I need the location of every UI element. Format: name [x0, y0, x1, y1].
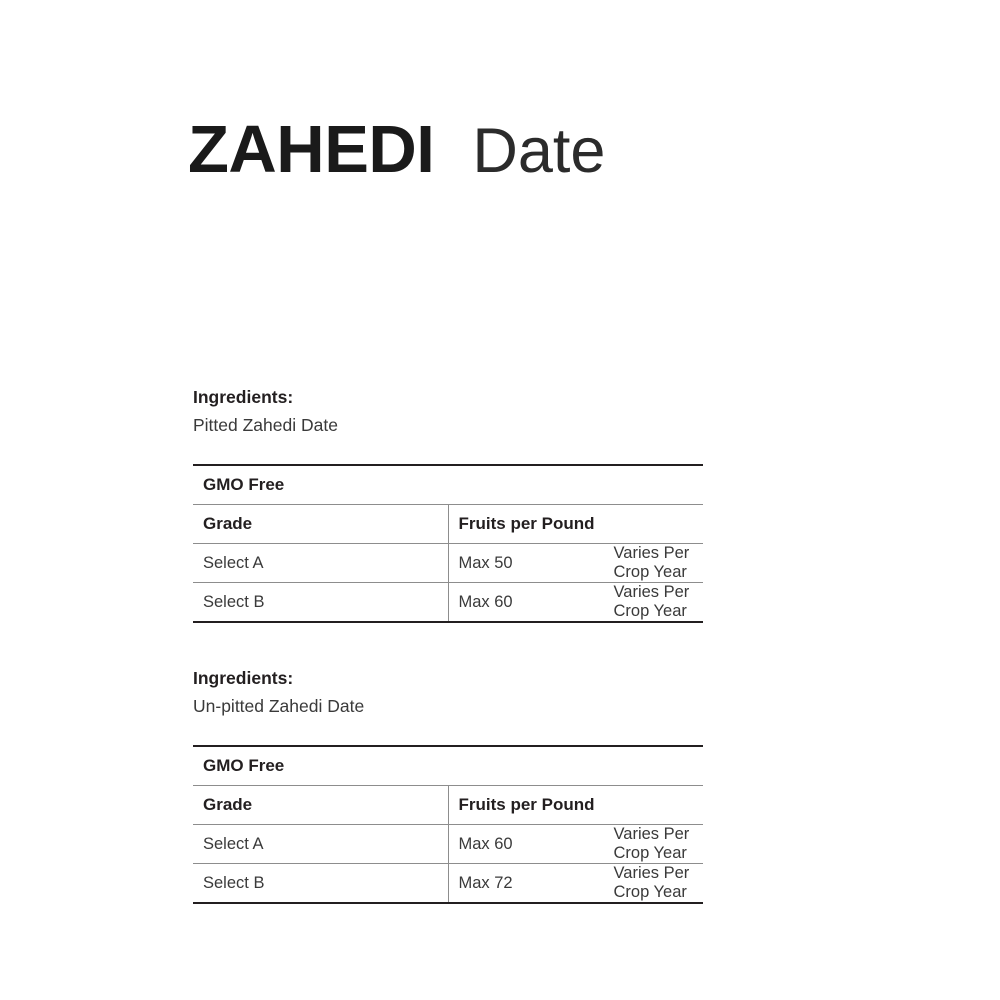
ingredients-value: Pitted Zahedi Date: [193, 414, 338, 435]
cell-fruits-inner: [459, 544, 704, 582]
cell-fruits-note: Varies Per Crop Year: [613, 825, 690, 863]
page-title-primary: ZAHEDI: [188, 112, 435, 187]
cell-fruits-note: Varies Per Crop Year: [613, 544, 690, 582]
ingredients-label: Ingredients:: [193, 387, 294, 407]
ingredients-label: Ingredients:: [193, 668, 294, 688]
column-header-grade: Grade: [193, 786, 448, 825]
cell-fruits: [448, 583, 703, 623]
cell-fruits-value: Max 72: [458, 873, 513, 892]
cell-fruits-value: Max 60: [458, 834, 513, 853]
table-row-gmo: [193, 465, 703, 505]
page-title: [188, 112, 606, 187]
cell-fruits: [448, 864, 703, 904]
cell-fruits-inner: [459, 864, 704, 902]
cell-grade: Select A: [193, 544, 448, 583]
cell-grade: Select A: [193, 825, 448, 864]
column-header-fruits: Fruits per Pound: [448, 786, 703, 825]
spec-table: [193, 745, 703, 904]
cell-fruits-value: Max 60: [458, 592, 513, 611]
spec-table: [193, 464, 703, 623]
column-header-grade: Grade: [193, 505, 448, 544]
cell-fruits-inner: [459, 825, 704, 863]
cell-grade: Select B: [193, 583, 448, 623]
cell-fruits-note: Varies Per Crop Year: [613, 864, 690, 902]
cell-fruits: [448, 825, 703, 864]
table-row: [193, 864, 703, 904]
table-row: [193, 583, 703, 623]
table-row: [193, 544, 703, 583]
gmo-label: GMO Free: [193, 465, 703, 505]
cell-fruits: [448, 544, 703, 583]
table-header-row: [193, 505, 703, 544]
spec-section-unpitted: [193, 667, 703, 904]
table-row: [193, 825, 703, 864]
table-header-row: [193, 786, 703, 825]
page-title-secondary: Date: [472, 116, 606, 186]
table-row-gmo: [193, 746, 703, 786]
gmo-label: GMO Free: [193, 746, 703, 786]
cell-grade: Select B: [193, 864, 448, 904]
spec-section-pitted: [193, 386, 703, 623]
cell-fruits-note: Varies Per Crop Year: [613, 583, 690, 621]
cell-fruits-inner: [459, 583, 704, 621]
column-header-fruits: Fruits per Pound: [448, 505, 703, 544]
ingredients-value: Un-pitted Zahedi Date: [193, 695, 365, 716]
cell-fruits-value: Max 50: [458, 553, 513, 572]
